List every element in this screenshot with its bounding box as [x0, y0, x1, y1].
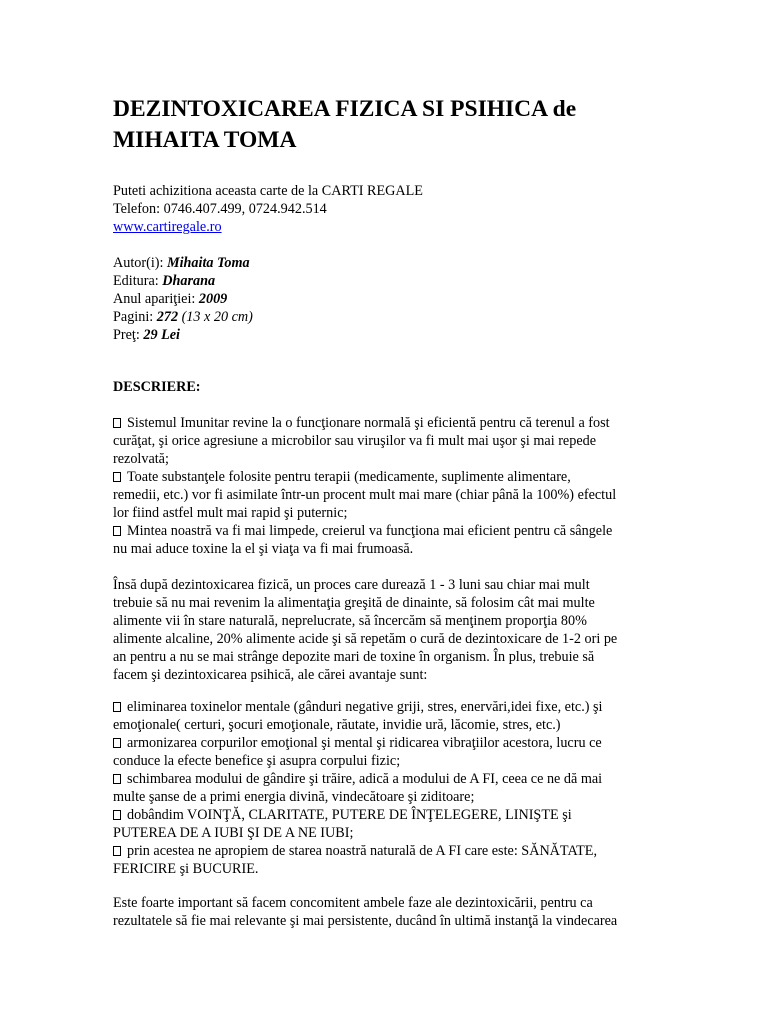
benefits-list-mental	[113, 698, 658, 878]
detail-label: Autor(i):	[113, 255, 167, 271]
list-line: rezolvată;	[113, 451, 169, 467]
list-item	[113, 842, 658, 878]
list-line	[113, 806, 658, 824]
bullet-icon	[113, 738, 121, 748]
benefits-list-physical	[113, 414, 658, 558]
list-line: emoţionale( certuri, şocuri emoţionale, răutate, invidie ură, lăcomie, stres, etc.)	[113, 717, 561, 733]
detail-label: Anul apariţiei:	[113, 291, 199, 307]
list-line	[113, 842, 658, 860]
closing-paragraph	[113, 894, 658, 930]
description-section	[113, 378, 658, 396]
section-heading: DESCRIERE:	[113, 379, 201, 395]
paragraph-line: facem şi dezintoxicarea psihică, ale cărei avantaje sunt:	[113, 667, 428, 683]
list-line: FERICIRE şi BUCURIE.	[113, 861, 259, 877]
list-text: Mintea noastră va fi mai limpede, creierul va funcţiona mai eficient pentru că sângele	[127, 523, 613, 539]
paragraph-line: rezultatele să fie mai relevante şi mai persistente, ducând în ultimă instanţă la vindecarea	[113, 913, 618, 929]
detail-label: Pagini:	[113, 309, 157, 325]
bullet-icon	[113, 472, 121, 482]
bullet-icon	[113, 846, 121, 856]
title-line: DEZINTOXICAREA FIZICA SI PSIHICA de	[113, 96, 577, 122]
list-item	[113, 468, 658, 522]
detail-extra: (13 x 20 cm)	[178, 309, 253, 325]
detail-label: Preţ:	[113, 327, 144, 343]
paragraph-line: an pentru a nu se mai strânge depozite mari de toxine în organism. În plus, trebuie să	[113, 649, 595, 665]
list-line	[113, 468, 658, 486]
list-text: Toate substanţele folosite pentru terapii (medicamente, suplimente alimentare,	[127, 469, 571, 485]
list-line: nu mai aduce toxine la el şi viaţa va fi mai frumoasă.	[113, 541, 414, 557]
detail-author	[113, 254, 658, 272]
detail-publisher	[113, 272, 658, 290]
detail-label: Editura:	[113, 273, 163, 289]
list-item	[113, 414, 658, 468]
detail-value: 29 Lei	[143, 327, 180, 343]
contact-block	[113, 182, 658, 236]
bullet-icon	[113, 418, 121, 428]
list-text: eliminarea toxinelor mentale (gânduri negative griji, stres, enervări,idei fixe, etc.) şi	[127, 699, 603, 715]
list-text: Sistemul Imunitar revine la o funcţionare normală şi eficientă pentru că terenul a fost	[127, 415, 610, 431]
title-line: MIHAITA TOMA	[113, 127, 297, 153]
website-link[interactable]: www.cartiregale.ro	[113, 219, 222, 235]
list-line: multe şanse de a primi energia divină, vindecătoare şi ziditoare;	[113, 789, 475, 805]
list-item	[113, 698, 658, 734]
detail-value: 272	[156, 309, 179, 325]
list-line	[113, 522, 658, 540]
list-line	[113, 734, 658, 752]
paragraph-line: Este foarte important să facem concomitent ambele faze ale dezintoxicării, pentru ca	[113, 895, 593, 911]
detail-value: Dharana	[162, 273, 216, 289]
list-item	[113, 734, 658, 770]
phone-text: Telefon: 0746.407.499, 0724.942.514	[113, 201, 327, 217]
list-line	[113, 770, 658, 788]
book-details	[113, 254, 658, 344]
list-text: dobândim VOINŢĂ, CLARITATE, PUTERE DE ÎNŢELEGERE, LINIŞTE şi	[127, 807, 572, 823]
detail-value: 2009	[198, 291, 228, 307]
list-line: conduce la efecte benefice şi asupra corpului fizic;	[113, 753, 401, 769]
detail-year	[113, 290, 658, 308]
body-paragraph	[113, 576, 658, 684]
list-item	[113, 770, 658, 806]
paragraph-line: alimente alcaline, 20% alimente acide şi să repetăm o cură de dezintoxicare de 1-2 ori pe	[113, 631, 618, 647]
buy-text: Puteti achizitiona aceasta carte de la CARTI REGALE	[113, 183, 423, 199]
detail-value: Mihaita Toma	[166, 255, 250, 271]
paragraph-line: Însă după dezintoxicarea fizică, un proces care durează 1 - 3 luni sau chiar mai mult	[113, 577, 590, 593]
list-item	[113, 806, 658, 842]
bullet-icon	[113, 702, 121, 712]
list-text: schimbarea modului de gândire şi trăire, adică a modului de A FI, ceea ce ne dă mai	[127, 771, 603, 787]
list-line: curăţat, şi orice agresiune a microbilor sau viruşilor va fi mult mai uşor şi mai repede	[113, 433, 597, 449]
list-text: armonizarea corpurilor emoţional şi mental şi ridicarea vibraţiilor acestora, lucru ce	[127, 735, 602, 751]
list-line	[113, 414, 658, 432]
list-line: remedii, etc.) vor fi asimilate într-un procent mult mai mare (chiar până la 100%) efectul	[113, 487, 617, 503]
document-title	[113, 94, 713, 156]
bullet-icon	[113, 810, 121, 820]
bullet-icon	[113, 526, 121, 536]
list-line: lor fiind astfel mult mai rapid şi puternic;	[113, 505, 348, 521]
bullet-icon	[113, 774, 121, 784]
detail-pages	[113, 308, 658, 326]
paragraph-line: trebuie să nu mai revenim la alimentaţia greşită de dinainte, să folosim cât mai multe	[113, 595, 595, 611]
list-item	[113, 522, 658, 558]
list-line: PUTEREA DE A IUBI ŞI DE A NE IUBI;	[113, 825, 354, 841]
list-line	[113, 698, 658, 716]
list-text: prin acestea ne apropiem de starea noastră naturală de A FI care este: SĂNĂTATE,	[127, 843, 598, 859]
paragraph-line: alimente vii în stare naturală, neprelucrate, să încercăm să menţinem proporţia 80%	[113, 613, 587, 629]
detail-price	[113, 326, 658, 344]
